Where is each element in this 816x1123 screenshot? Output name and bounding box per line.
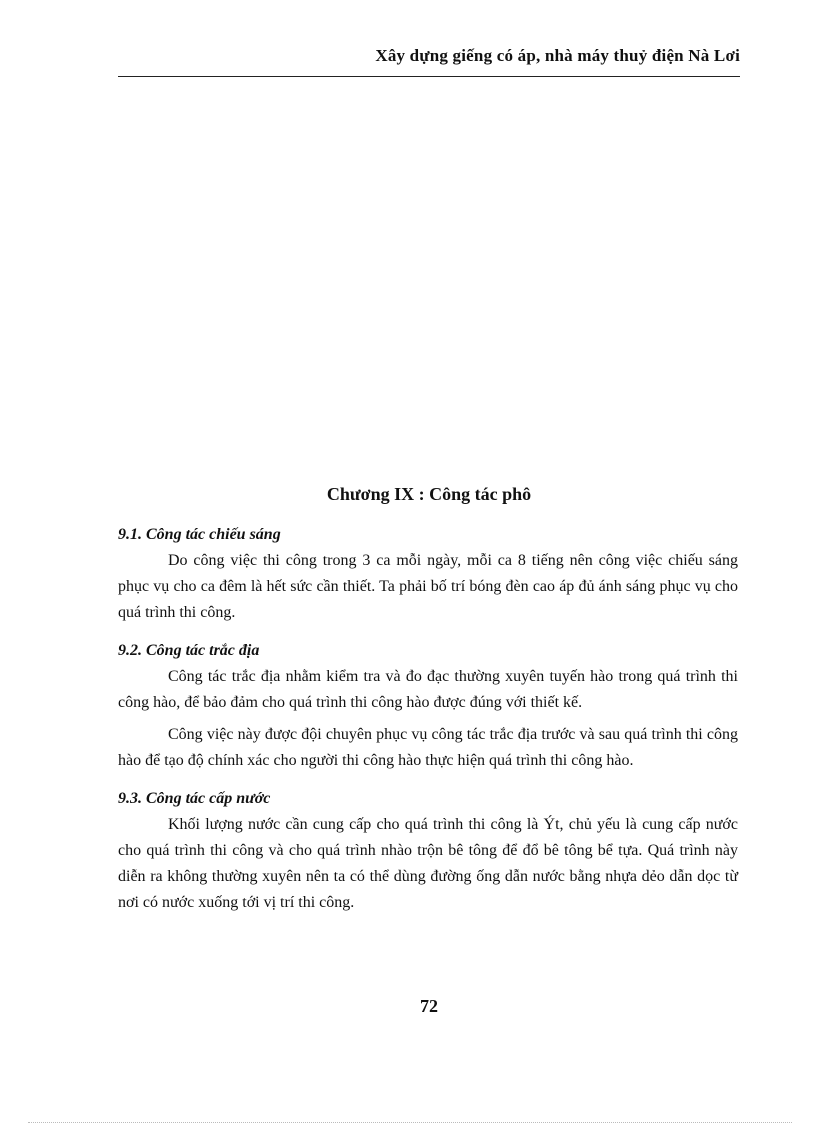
paragraph: Do công việc thi công trong 3 ca mỗi ngày, mỗi ca 8 tiếng nên công việc chiếu sáng phục vụ cho ca đêm là hết sức cần thiết. Ta phải bố trí bóng đèn cao áp đủ ánh sáng phục vụ cho quá trình thi công. — [118, 552, 738, 621]
page-number: 72 — [420, 996, 438, 1016]
running-header: Xây dựng giếng có áp, nhà máy thuỷ điện Nà Lơi — [375, 46, 740, 65]
section-heading-9-3: 9.3. Công tác cấp nước — [118, 790, 271, 807]
paragraph: Công việc này được đội chuyên phục vụ công tác trắc địa trước và sau quá trình thi công hào để tạo độ chính xác cho người thi công hào thực hiện quá trình thi công hào. — [118, 726, 738, 769]
header-rule — [118, 76, 740, 77]
document-body — [118, 522, 738, 916]
section-heading-9-1: 9.1. Công tác chiếu sáng — [118, 526, 281, 543]
paragraph: Công tác trắc địa nhằm kiểm tra và đo đạc thường xuyên tuyến hào trong quá trình thi công hào, để bảo đảm cho quá trình thi công hào được đúng với thiết kế. — [118, 668, 738, 711]
chapter-title: Chương IX : Công tác phô — [326, 484, 532, 504]
paragraph: Khối lượng nước cần cung cấp cho quá trình thi công là Ýt, chủ yếu là cung cấp nước cho quá trình thi công và cho quá trình nhào trộn bê tông để đổ bê tông bể tựa. Quá trình này diễn ra không thường xuyên nên ta có thể dùng đường ống dẫn nước bằng nhựa dẻo dẫn dọc từ nơi có nước xuống tới vị trí thi công. — [118, 816, 738, 911]
section-heading-9-2: 9.2. Công tác trắc địa — [118, 642, 260, 659]
